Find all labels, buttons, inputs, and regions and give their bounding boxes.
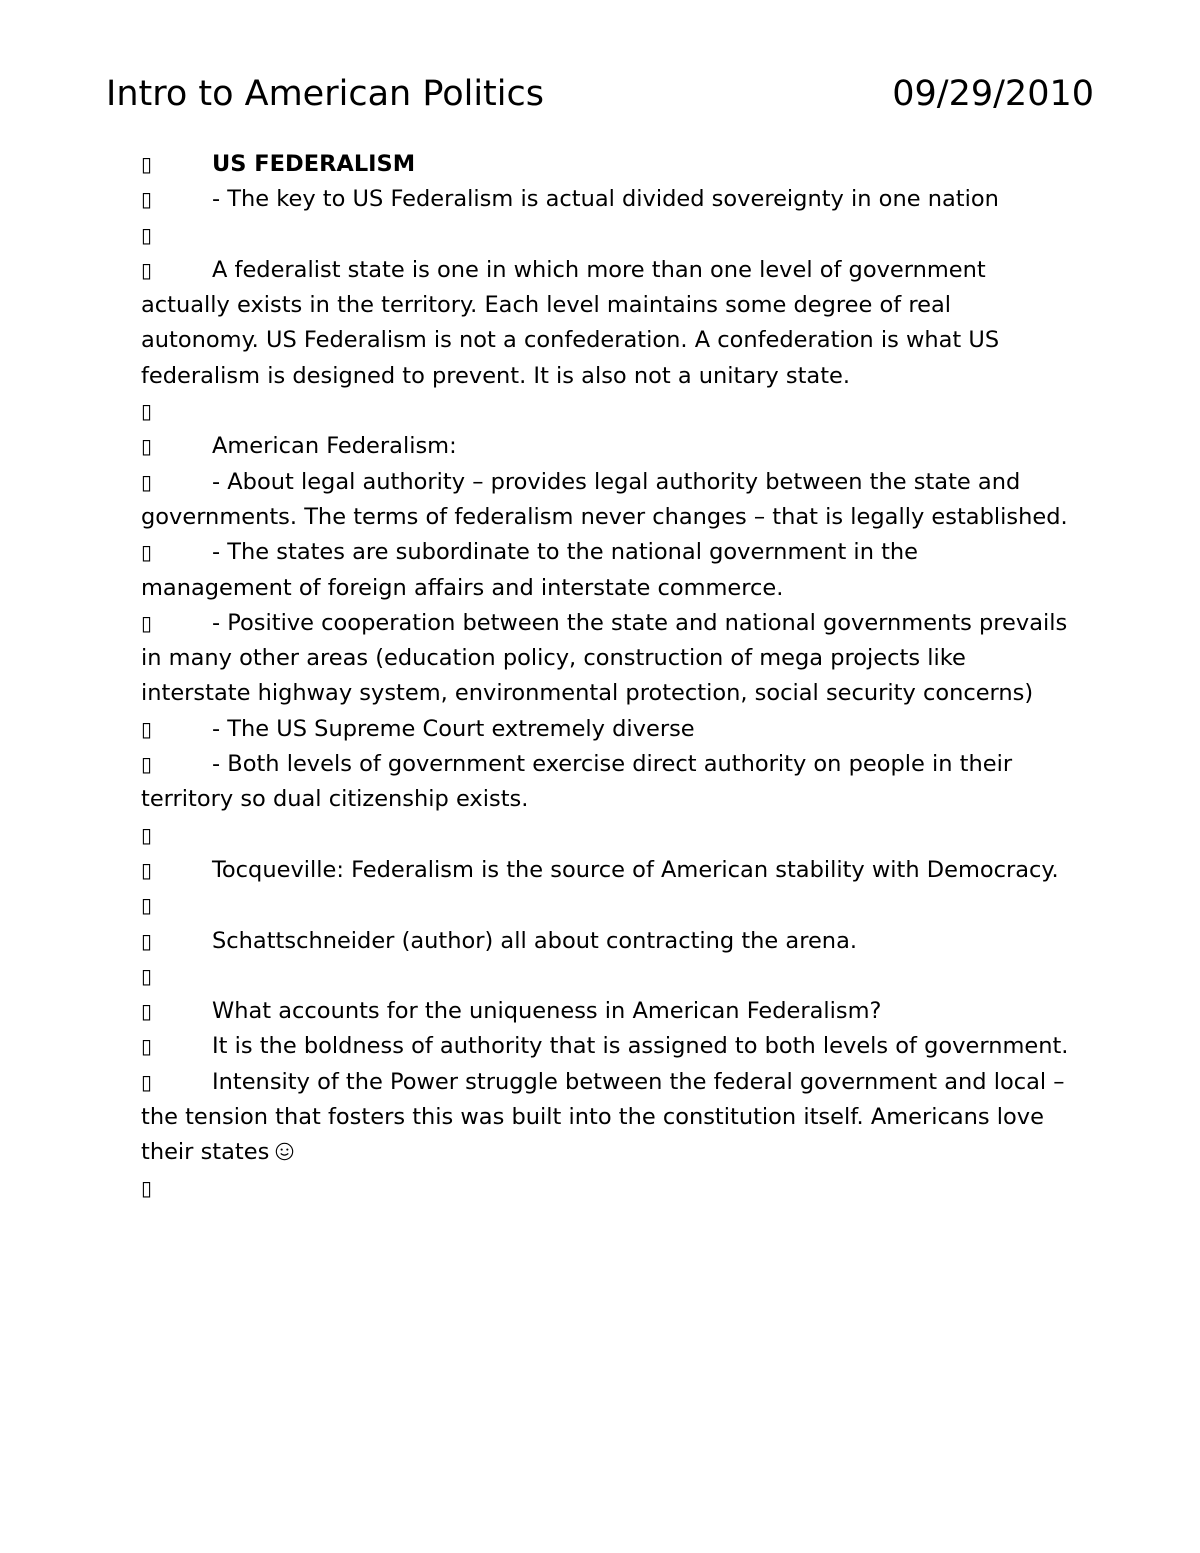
document-header <box>106 70 1094 118</box>
notes-paragraph <box>141 1029 1071 1064</box>
notes-paragraph <box>141 394 1071 429</box>
paragraph-text: Tocqueville: Federalism is the source of American stability with Democracy. <box>212 856 1059 883</box>
notes-paragraph <box>141 994 1071 1029</box>
notes-paragraph <box>141 1171 1071 1206</box>
bullet-icon: ▯ <box>141 469 153 494</box>
paragraph-text: - The states are subordinate to the national government in the management of foreign affairs and interstate commerce. <box>141 539 919 601</box>
paragraph-text: - Both levels of government exercise direct authority on people in their territory so dual citizenship exists. <box>141 751 1013 813</box>
notes-paragraph <box>141 747 1071 818</box>
bullet-icon: ▯ <box>141 822 153 847</box>
notes-paragraph <box>141 712 1071 747</box>
paragraph-text: - The US Supreme Court extremely diverse <box>212 715 695 742</box>
notes-paragraph <box>141 924 1071 959</box>
paragraph-text: Intensity of the Power struggle between the federal government and local – the tension that fosters this was built into the constitution itself. Americans love their states <box>141 1068 1065 1166</box>
bullet-icon: ▯ <box>141 257 153 282</box>
paragraph-text: Schattschneider (author) all about contracting the arena. <box>212 927 858 954</box>
paragraph-text: - Positive cooperation between the state and national governments prevails in many other areas (education policy, construction of mega projects like interstate highway system, environmental protection, social security concerns) <box>141 609 1068 707</box>
paragraph-text: - About legal authority – provides legal authority between the state and governments. The terms of federalism never changes – that is legally established. <box>141 468 1068 530</box>
notes-paragraph <box>141 465 1071 536</box>
bullet-icon: ▯ <box>141 610 153 635</box>
notes-paragraph <box>141 147 1071 182</box>
bullet-icon: ▯ <box>141 1069 153 1094</box>
paragraph-text: What accounts for the uniqueness in American Federalism? <box>212 998 882 1025</box>
notes-body <box>141 147 1071 1206</box>
notes-paragraph <box>141 429 1071 464</box>
notes-paragraph <box>141 606 1071 712</box>
document-title: Intro to American Politics <box>106 74 544 114</box>
paragraph-text: A federalist state is one in which more than one level of government actually exists in the territory. Each level maintains some degree of real autonomy. US Federalism is not a confederation. A confederation is what US federalism is designed to prevent. It is also not a unitary state. <box>141 256 1000 389</box>
notes-paragraph <box>141 535 1071 606</box>
notes-paragraph <box>141 853 1071 888</box>
bullet-icon: ▯ <box>141 399 153 424</box>
bullet-icon: ▯ <box>141 999 153 1024</box>
notes-paragraph <box>141 818 1071 853</box>
paragraph-text: - The key to US Federalism is actual divided sovereignty in one nation <box>212 186 999 213</box>
notes-paragraph <box>141 888 1071 923</box>
paragraph-text: American Federalism: <box>212 433 457 460</box>
bullet-icon: ▯ <box>141 152 153 176</box>
bullet-icon: ▯ <box>141 963 153 988</box>
bullet-icon: ▯ <box>141 222 153 247</box>
bullet-icon: ▯ <box>141 716 153 741</box>
paragraph-text: US FEDERALISM <box>212 151 416 177</box>
notes-paragraph <box>141 218 1071 253</box>
bullet-icon: ▯ <box>141 540 153 565</box>
document-date: 09/29/2010 <box>892 74 1094 114</box>
notes-paragraph <box>141 959 1071 994</box>
bullet-icon: ▯ <box>141 893 153 918</box>
bullet-icon: ▯ <box>141 1175 153 1200</box>
bullet-icon: ▯ <box>141 1034 153 1059</box>
bullet-icon: ▯ <box>141 187 153 212</box>
paragraph-text: It is the boldness of authority that is assigned to both levels of government. <box>212 1033 1069 1060</box>
bullet-icon: ▯ <box>141 434 153 459</box>
smiley-icon <box>275 1142 294 1161</box>
bullet-icon: ▯ <box>141 857 153 882</box>
bullet-icon: ▯ <box>141 752 153 777</box>
notes-paragraph <box>141 1065 1071 1171</box>
notes-paragraph <box>141 182 1071 217</box>
notes-paragraph <box>141 253 1071 394</box>
bullet-icon: ▯ <box>141 928 153 953</box>
